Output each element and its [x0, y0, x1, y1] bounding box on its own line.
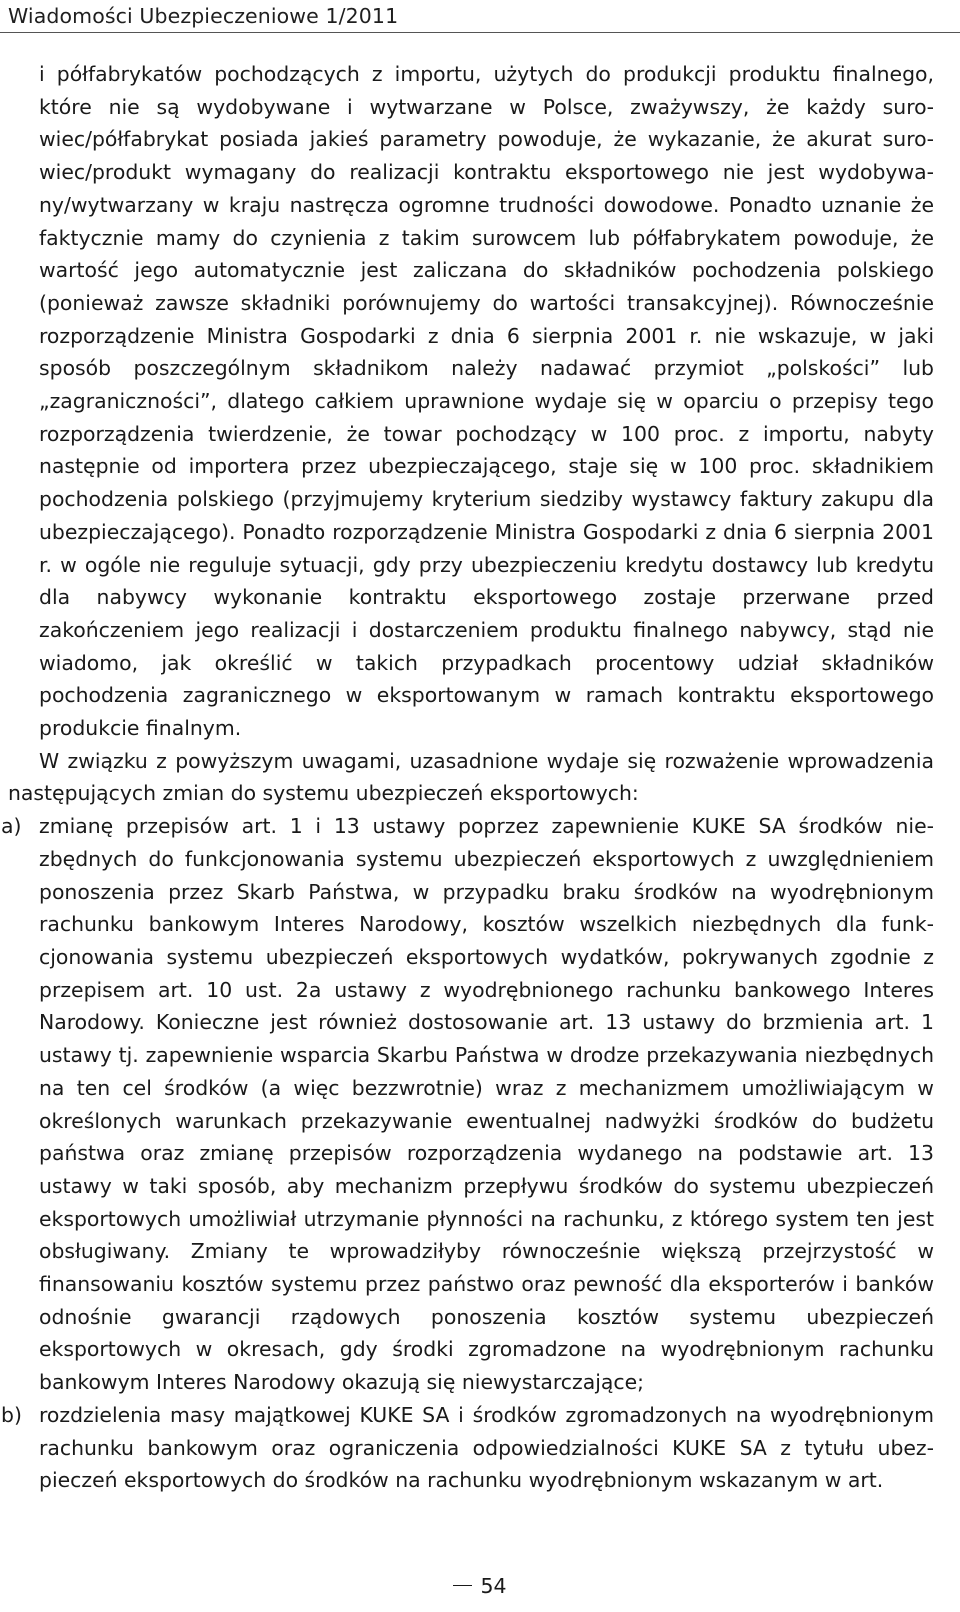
header-rule	[0, 32, 960, 33]
list-item-a	[1, 810, 934, 1399]
list-item-text-b: rozdzielenia masy majątkowej KUKE SA i środków zgromadzonych na wyodrębnionym rachunku bankowym oraz ograniczenia odpowiedzialności KUKE SA z tytułu ubezpieczeń eksportowych do środków na rachunku wyodrębnionym wskazanym w art.	[39, 1402, 934, 1493]
page-number: 54	[480, 1574, 507, 1598]
list-marker-a: a)	[1, 814, 22, 839]
list-marker-b: b)	[1, 1402, 22, 1427]
intro-paragraph: W związku z powyższym uwagami, uzasadnione wydaje się rozważenie wprowadzenia następujących zmian do systemu ubezpieczeń eksportowych:	[8, 748, 934, 806]
continuation-paragraph: i półfabrykatów pochodzących z importu, użytych do produkcji produktu finalnego, które nie są wydobywane i wytwarzane w Polsce, zważywszy, że każdy surowiec/półfabrykat posiada jakieś parametry powoduje, że wykazanie, że akurat surowiec/produkt wymagany do realizacji kontraktu eksportowego nie jest wydobywany/wytwarzany w kraju nastręcza ogromne trudności dowodowe. Ponadto uznanie że faktycznie mamy do czynienia z takim surowcem lub półfabrykatem powoduje, że wartość jego automatycznie jest zaliczana do składników pochodzenia polskiego (ponieważ zawsze składniki porównujemy do wartości transakcyjnej). Równocześnie rozporządzenie Ministra Gospodarki z dnia 6 sierpnia 2001 r. nie wskazuje, w jaki sposób poszczególnym składnikom należy nadawać przymiot „polskości” lub „zagraniczności”, dlatego całkiem uprawnione wydaje się w oparciu o przepisy tego rozporządzenia twierdzenie, że towar pochodzący w 100 proc. z importu, nabyty następnie od importera przez ubezpieczającego, staje się w 100 proc. składnikiem pochodzenia polskiego (przyjmujemy kryterium siedziby wystawcy faktury zakupu dla ubezpieczającego). Ponadto rozporządzenie Ministra Gospodarki z dnia 6 sierpnia 2001 r. w ogóle nie reguluje sytuacji, gdy przy ubezpieczeniu kredytu dostawcy lub kredytu dla nabywcy wykonanie kontraktu eksportowego zostaje przerwane przed zakończeniem jego realizacji i dostarczeniem produktu finalnego nabywcy, stąd nie wiadomo, jak określić w takich przypadkach procentowy udział składników pochodzenia zagranicznego w eksportowanym w ramach kontraktu eksportowego produkcie finalnym.	[39, 62, 934, 741]
list-item-b	[1, 1399, 934, 1497]
page-number-dash	[453, 1585, 472, 1586]
running-header: Wiadomości Ubezpieczeniowe 1/2011	[8, 4, 399, 28]
page-footer	[0, 1572, 960, 1600]
list-item-text-a: zmianę przepisów art. 1 i 13 ustawy poprzez zapewnienie KUKE SA środków niezbędnych do funkcjonowania systemu ubezpieczeń eksportowych z uwzględnieniem ponoszenia przez Skarb Państwa, w przypadku braku środków na wyodrębnionym rachunku bankowym Interes Narodowy, kosztów wszelkich niezbędnych dla funkcjonowania systemu ubezpieczeń eksportowych wydatków, pokrywanych zgodnie z przepisem art. 10 ust. 2a ustawy z wyodrębnionego rachunku bankowego Interes Narodowy. Konieczne jest również dostosowanie art. 13 ustawy do brzmienia art. 1 ustawy tj. zapewnienie wsparcia Skarbu Państwa w drodze przekazywania niezbędnych na ten cel środków (a więc bezzwrotnie) wraz z mechanizmem umożliwiającym w określonych warunkach przekazywanie ewentualnej nadwyżki środków do budżetu państwa oraz zmianę przepisów rozporządzenia wydanego na podstawie art. 13 ustawy w taki sposób, aby mechanizm przepływu środków do systemu ubezpieczeń eksportowych umożliwiał utrzymanie płynności na rachunku, z którego system ten jest obsługiwany. Zmiany te wprowadziłyby równocześnie większą przejrzystość w finansowaniu kosztów systemu przez państwo oraz pewność dla eksporterów i banków odnośnie gwarancji rządowych ponoszenia kosztów systemu ubezpieczeń eksportowych w okresach, gdy środki zgromadzone na wyodrębnionym rachunku bankowym Interes Narodowy okazują się niewystarczające;	[39, 814, 934, 1395]
page-body	[1, 58, 934, 1497]
